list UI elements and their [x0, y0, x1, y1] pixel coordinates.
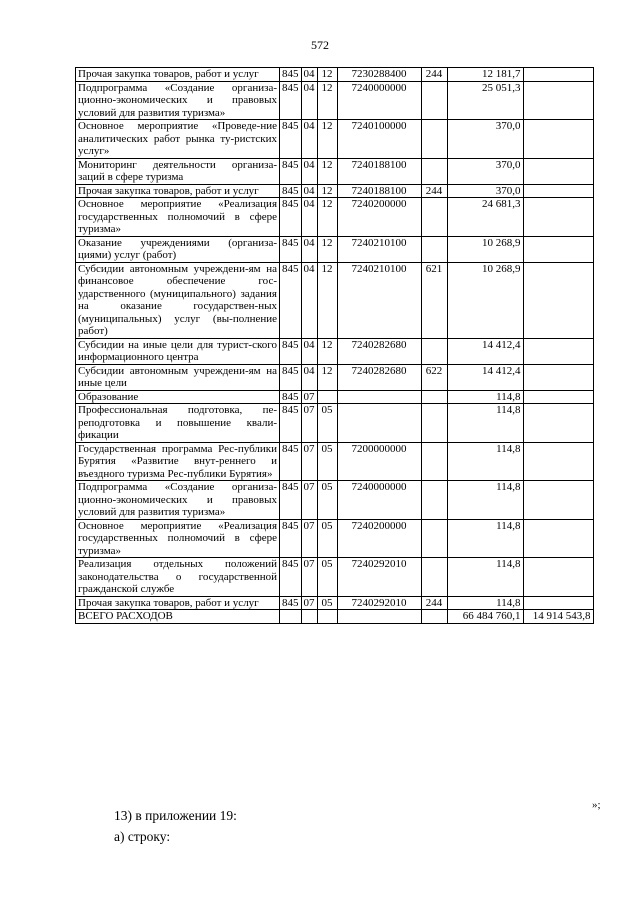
cell-sum2 [523, 236, 593, 262]
cell-r: 04 [301, 338, 317, 364]
cell-pr: 05 [317, 442, 337, 481]
cell-pr: 12 [317, 68, 337, 82]
cell-csr: 7240000000 [337, 81, 421, 120]
cell-vr: 244 [421, 184, 447, 198]
cell-code: 845 [280, 364, 302, 390]
cell-vr [421, 442, 447, 481]
cell-csr: 7230288400 [337, 68, 421, 82]
total-row [76, 610, 594, 624]
table-row [76, 184, 594, 198]
empty-cell [421, 610, 447, 624]
cell-name: Субсидии автономным учреждени-ям на финансовое обеспечение гос-ударственного (муниципального) задания на оказание государствен-ных (муниципальных) услуг (вы-полнение работ) [76, 262, 280, 338]
empty-cell [337, 610, 421, 624]
cell-code: 845 [280, 558, 302, 597]
cell-sum2 [523, 68, 593, 82]
cell-r: 04 [301, 184, 317, 198]
cell-name: Основное мероприятие «Реализация государственных полномочий в сфере туризма» [76, 198, 280, 237]
cell-sum2 [523, 481, 593, 520]
cell-pr: 05 [317, 596, 337, 610]
cell-csr: 7240000000 [337, 481, 421, 520]
cell-sum2 [523, 442, 593, 481]
cell-name: Субсидии автономным учреждени-ям на иные цели [76, 364, 280, 390]
cell-name: Оказание учреждениями (организа-циями) услуг (работ) [76, 236, 280, 262]
table-row [76, 198, 594, 237]
cell-sum1: 114,8 [447, 390, 523, 404]
cell-r: 04 [301, 158, 317, 184]
table-row [76, 481, 594, 520]
closing-quote-mark: »; [592, 799, 601, 811]
table-row [76, 236, 594, 262]
cell-name: Реализация отдельных положений законодательства о государственной гражданской службе [76, 558, 280, 597]
cell-vr [421, 481, 447, 520]
cell-vr [421, 198, 447, 237]
cell-name: Государственная программа Рес-публики Бурятия «Развитие внут-реннего и въездного туризма Рес-публики Бурятия» [76, 442, 280, 481]
cell-r: 04 [301, 364, 317, 390]
cell-name: Мониторинг деятельности организа-заций в сфере туризма [76, 158, 280, 184]
cell-code: 845 [280, 158, 302, 184]
cell-vr [421, 519, 447, 558]
cell-pr: 12 [317, 81, 337, 120]
table-row [76, 404, 594, 443]
paragraph-item-13: 13) в приложении 19: [114, 808, 237, 823]
cell-vr: 244 [421, 596, 447, 610]
cell-csr: 7240210100 [337, 262, 421, 338]
cell-name: Прочая закупка товаров, работ и услуг [76, 68, 280, 82]
cell-r: 07 [301, 558, 317, 597]
cell-pr [317, 390, 337, 404]
cell-csr [337, 404, 421, 443]
cell-sum2 [523, 390, 593, 404]
cell-sum2 [523, 519, 593, 558]
cell-csr: 7200000000 [337, 442, 421, 481]
cell-r: 04 [301, 81, 317, 120]
cell-sum2 [523, 364, 593, 390]
cell-name: Подпрограмма «Создание организа-ционно-экономических и правовых условий для развития туризма» [76, 81, 280, 120]
cell-pr: 05 [317, 519, 337, 558]
cell-sum1: 25 051,3 [447, 81, 523, 120]
cell-pr: 05 [317, 404, 337, 443]
cell-r: 07 [301, 404, 317, 443]
cell-csr: 7240292010 [337, 558, 421, 597]
cell-code: 845 [280, 184, 302, 198]
cell-csr [337, 390, 421, 404]
cell-csr: 7240200000 [337, 198, 421, 237]
cell-vr [421, 236, 447, 262]
cell-name: Образование [76, 390, 280, 404]
cell-name: Прочая закупка товаров, работ и услуг [76, 596, 280, 610]
cell-name: Основное мероприятие «Реализация государственных полномочий в сфере туризма» [76, 519, 280, 558]
cell-sum2 [523, 404, 593, 443]
cell-code: 845 [280, 442, 302, 481]
cell-pr: 12 [317, 338, 337, 364]
cell-vr [421, 404, 447, 443]
cell-sum2 [523, 198, 593, 237]
cell-name: Прочая закупка товаров, работ и услуг [76, 184, 280, 198]
cell-sum1: 370,0 [447, 158, 523, 184]
cell-vr [421, 390, 447, 404]
cell-code: 845 [280, 262, 302, 338]
cell-csr: 7240200000 [337, 519, 421, 558]
table-row [76, 338, 594, 364]
cell-sum2 [523, 120, 593, 159]
cell-sum1: 114,8 [447, 481, 523, 520]
cell-sum1: 114,8 [447, 558, 523, 597]
cell-sum1: 370,0 [447, 184, 523, 198]
cell-code: 845 [280, 120, 302, 159]
cell-sum2 [523, 262, 593, 338]
cell-name: Основное мероприятие «Проведе-ние аналитических работ рынка ту-ристских услуг» [76, 120, 280, 159]
cell-code: 845 [280, 81, 302, 120]
cell-r: 07 [301, 390, 317, 404]
cell-pr: 12 [317, 364, 337, 390]
cell-pr: 12 [317, 198, 337, 237]
cell-pr: 05 [317, 558, 337, 597]
cell-r: 04 [301, 120, 317, 159]
cell-r: 04 [301, 68, 317, 82]
table-row [76, 120, 594, 159]
page-number: 572 [311, 38, 329, 52]
cell-code: 845 [280, 519, 302, 558]
cell-pr: 12 [317, 120, 337, 159]
table-row [76, 558, 594, 597]
cell-vr: 621 [421, 262, 447, 338]
cell-vr [421, 338, 447, 364]
cell-r: 07 [301, 442, 317, 481]
cell-vr: 244 [421, 68, 447, 82]
cell-code: 845 [280, 596, 302, 610]
cell-csr: 7240188100 [337, 184, 421, 198]
total-sum2: 14 914 543,8 [523, 610, 593, 624]
cell-csr: 7240282680 [337, 338, 421, 364]
cell-name: Субсидии на иные цели для турист-ского информационного центра [76, 338, 280, 364]
cell-sum2 [523, 81, 593, 120]
cell-code: 845 [280, 481, 302, 520]
table-row [76, 442, 594, 481]
cell-sum1: 114,8 [447, 519, 523, 558]
cell-r: 07 [301, 481, 317, 520]
cell-csr: 7240210100 [337, 236, 421, 262]
cell-sum1: 14 412,4 [447, 338, 523, 364]
cell-vr [421, 558, 447, 597]
cell-name: Подпрограмма «Создание организа-ционно-экономических и правовых условий для развития туризма» [76, 481, 280, 520]
cell-csr: 7240282680 [337, 364, 421, 390]
cell-sum1: 12 181,7 [447, 68, 523, 82]
cell-pr: 12 [317, 184, 337, 198]
cell-code: 845 [280, 236, 302, 262]
cell-sum1: 114,8 [447, 596, 523, 610]
paragraph-sub-a: а) строку: [114, 829, 171, 844]
cell-name: Профессиональная подготовка, пе-реподготовка и повышение квали-фикации [76, 404, 280, 443]
empty-cell [317, 610, 337, 624]
cell-sum2 [523, 158, 593, 184]
cell-vr [421, 120, 447, 159]
cell-r: 04 [301, 198, 317, 237]
cell-pr: 12 [317, 236, 337, 262]
cell-r: 07 [301, 519, 317, 558]
cell-sum2 [523, 596, 593, 610]
cell-sum1: 14 412,4 [447, 364, 523, 390]
table-row [76, 68, 594, 82]
cell-pr: 12 [317, 262, 337, 338]
empty-cell [280, 610, 302, 624]
cell-sum2 [523, 558, 593, 597]
cell-sum2 [523, 338, 593, 364]
cell-vr [421, 158, 447, 184]
table-row [76, 262, 594, 338]
cell-pr: 12 [317, 158, 337, 184]
cell-vr [421, 81, 447, 120]
total-label: ВСЕГО РАСХОДОВ [76, 610, 280, 624]
cell-r: 07 [301, 596, 317, 610]
cell-sum1: 24 681,3 [447, 198, 523, 237]
cell-code: 845 [280, 68, 302, 82]
budget-table [75, 67, 594, 624]
cell-code: 845 [280, 390, 302, 404]
cell-r: 04 [301, 262, 317, 338]
cell-sum1: 10 268,9 [447, 262, 523, 338]
cell-sum1: 114,8 [447, 442, 523, 481]
table-row [76, 364, 594, 390]
cell-vr: 622 [421, 364, 447, 390]
cell-sum2 [523, 184, 593, 198]
cell-csr: 7240188100 [337, 158, 421, 184]
cell-code: 845 [280, 338, 302, 364]
total-sum1: 66 484 760,1 [447, 610, 523, 624]
cell-sum1: 370,0 [447, 120, 523, 159]
table-row [76, 390, 594, 404]
table-row [76, 158, 594, 184]
cell-code: 845 [280, 198, 302, 237]
table-row [76, 596, 594, 610]
table-row [76, 81, 594, 120]
cell-code: 845 [280, 404, 302, 443]
cell-r: 04 [301, 236, 317, 262]
cell-csr: 7240292010 [337, 596, 421, 610]
cell-sum1: 114,8 [447, 404, 523, 443]
table-row [76, 519, 594, 558]
empty-cell [301, 610, 317, 624]
cell-csr: 7240100000 [337, 120, 421, 159]
cell-pr: 05 [317, 481, 337, 520]
cell-sum1: 10 268,9 [447, 236, 523, 262]
